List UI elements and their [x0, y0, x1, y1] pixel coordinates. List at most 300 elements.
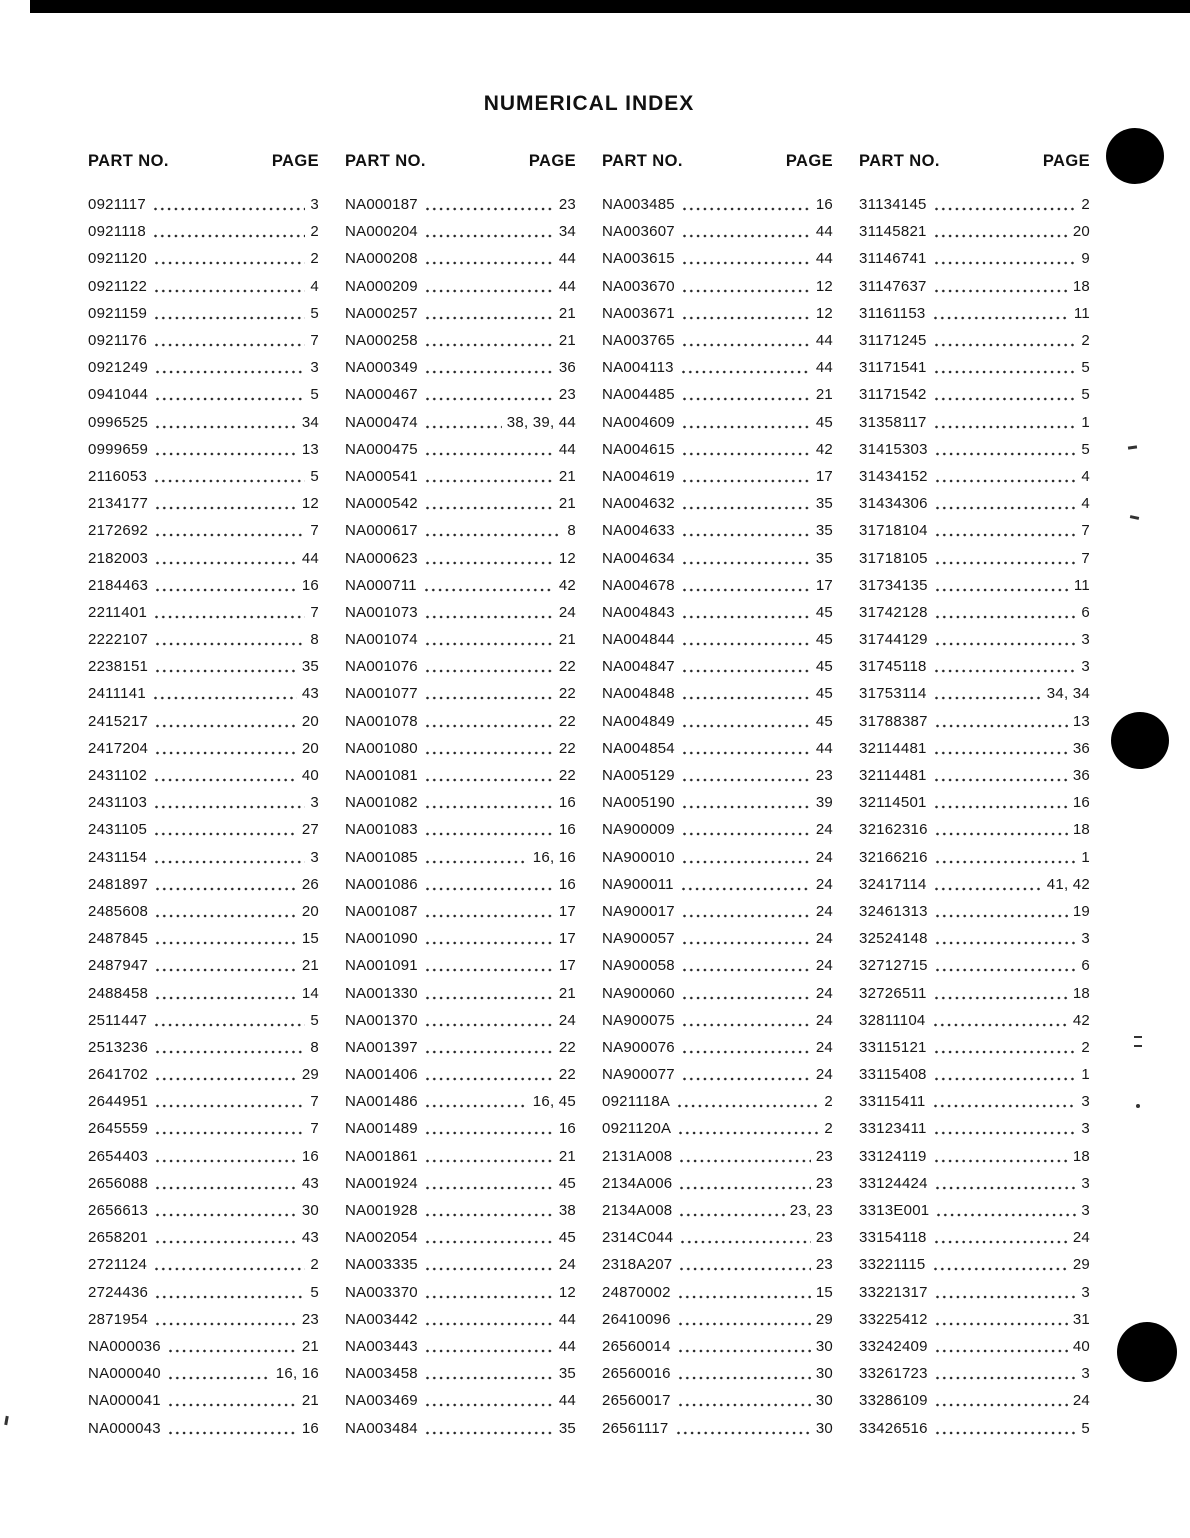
- part-number: 33154118: [859, 1229, 927, 1247]
- dot-leader: [156, 561, 297, 564]
- index-row: [602, 381, 833, 408]
- page-number: 4: [1081, 495, 1090, 513]
- page-number: 22: [558, 1066, 576, 1084]
- index-row: [345, 653, 576, 680]
- part-number: 2116053: [88, 467, 148, 485]
- part-number: NA001091: [345, 957, 418, 975]
- index-row: [859, 599, 1090, 626]
- page-number: 24: [1072, 1229, 1090, 1247]
- page-number: 7: [1081, 549, 1090, 567]
- dot-leader: [426, 996, 554, 999]
- index-row: [602, 517, 833, 544]
- index-row: [859, 762, 1090, 789]
- index-row: [345, 463, 576, 490]
- part-number: NA000040: [88, 1365, 161, 1383]
- part-number: 31146741: [859, 250, 927, 268]
- part-number: NA000541: [345, 467, 418, 485]
- page-number: 21: [301, 1337, 319, 1355]
- page-number: 45: [558, 1229, 576, 1247]
- part-number: NA001928: [345, 1202, 418, 1220]
- index-row: [88, 1414, 319, 1441]
- part-number: NA000617: [345, 522, 418, 540]
- page-number: 18: [1072, 277, 1090, 295]
- part-number: NA900060: [602, 984, 675, 1002]
- part-number: NA003443: [345, 1337, 418, 1355]
- part-number: 0921117: [88, 196, 146, 214]
- dot-leader: [935, 344, 1077, 347]
- dot-leader: [683, 670, 811, 673]
- page-number: 4: [310, 277, 319, 295]
- part-number: NA003370: [345, 1283, 418, 1301]
- part-number: NA004843: [602, 603, 675, 621]
- page-number: 8: [310, 1038, 319, 1056]
- page-number: 17: [815, 467, 833, 485]
- part-number: NA001073: [345, 603, 418, 621]
- part-number: 2487947: [88, 957, 149, 975]
- page-number: 3: [1081, 930, 1090, 948]
- part-number: NA003484: [345, 1419, 418, 1437]
- part-number: 2431102: [88, 767, 148, 785]
- dot-leader: [936, 914, 1068, 917]
- part-number: 26561117: [602, 1419, 669, 1437]
- dot-leader: [683, 806, 811, 809]
- index-row: [88, 871, 319, 898]
- dot-leader: [426, 751, 554, 754]
- part-number: NA000208: [345, 250, 418, 268]
- dot-leader: [683, 1050, 811, 1053]
- index-row: [88, 1061, 319, 1088]
- page-number: 23, 23: [789, 1202, 833, 1220]
- index-row: [345, 436, 576, 463]
- dot-leader: [426, 1186, 554, 1189]
- dot-leader: [683, 398, 811, 401]
- page-number: 42: [815, 440, 833, 458]
- page-number: 5: [310, 386, 319, 404]
- page-header: PAGE: [1042, 152, 1090, 170]
- dot-leader: [683, 751, 811, 754]
- page-number: 23: [815, 1229, 833, 1247]
- dot-leader: [683, 235, 811, 238]
- page-number: 24: [815, 1066, 833, 1084]
- dot-leader: [936, 507, 1077, 510]
- dot-leader: [155, 1023, 305, 1026]
- index-row: [602, 952, 833, 979]
- index-row: [345, 490, 576, 517]
- page-number: 14: [301, 984, 319, 1002]
- part-number: NA000258: [345, 332, 418, 350]
- index-row: [88, 517, 319, 544]
- part-number: 2644951: [88, 1093, 149, 1111]
- page-number: 3: [310, 794, 319, 812]
- part-number: 31718105: [859, 549, 928, 567]
- page-number: 44: [815, 739, 833, 757]
- dot-leader: [426, 942, 554, 945]
- page-number: 3: [1081, 1283, 1090, 1301]
- part-number: 2417204: [88, 739, 149, 757]
- dot-leader: [426, 1078, 554, 1081]
- index-row: [859, 1279, 1090, 1306]
- page-number: 44: [815, 223, 833, 241]
- index-row: [859, 653, 1090, 680]
- part-number: NA004848: [602, 685, 675, 703]
- dot-leader: [426, 208, 554, 211]
- index-row: [859, 708, 1090, 735]
- index-row: [859, 1360, 1090, 1387]
- dot-leader: [156, 1078, 297, 1081]
- index-row: [345, 354, 576, 381]
- dot-leader: [936, 588, 1069, 591]
- part-number: NA000204: [345, 223, 418, 241]
- dot-leader: [426, 914, 554, 917]
- dot-leader: [426, 1214, 554, 1217]
- index-row: [88, 816, 319, 843]
- page-number: 24: [558, 603, 576, 621]
- dot-leader: [680, 1268, 810, 1271]
- index-row: [859, 898, 1090, 925]
- page-number: 24: [815, 930, 833, 948]
- index-row: [602, 871, 833, 898]
- index-row: [88, 409, 319, 436]
- page-number: 16: [558, 875, 576, 893]
- part-number: NA900010: [602, 848, 675, 866]
- index-row: [88, 245, 319, 272]
- index-row: [88, 898, 319, 925]
- dot-leader: [156, 969, 297, 972]
- dot-leader: [936, 1295, 1077, 1298]
- index-row: [602, 245, 833, 272]
- part-number: 31134145: [859, 196, 927, 214]
- part-number: 0921118: [88, 223, 146, 241]
- dot-leader: [426, 1377, 554, 1380]
- dot-leader: [156, 914, 297, 917]
- index-column-rows: [602, 191, 833, 1442]
- part-number: 32524148: [859, 930, 928, 948]
- page-number: 18: [1072, 984, 1090, 1002]
- index-row: [602, 1224, 833, 1251]
- page-number: 23: [558, 386, 576, 404]
- page-number: 43: [301, 1229, 319, 1247]
- dot-leader: [426, 507, 554, 510]
- dot-leader: [682, 371, 811, 374]
- part-number: NA000043: [88, 1419, 161, 1437]
- index-row: [345, 844, 576, 871]
- page-number: 1: [1081, 413, 1090, 431]
- dot-leader: [426, 1295, 554, 1298]
- dot-leader: [156, 724, 297, 727]
- dot-leader: [936, 860, 1077, 863]
- page-number: 35: [558, 1419, 576, 1437]
- part-number: NA001370: [345, 1011, 418, 1029]
- part-number: 2238151: [88, 658, 149, 676]
- index-row: [859, 354, 1090, 381]
- page-number: 21: [558, 495, 576, 513]
- dot-leader: [683, 561, 811, 564]
- dot-leader: [426, 262, 554, 265]
- part-number: 2511447: [88, 1011, 148, 1029]
- part-number: 33242409: [859, 1337, 928, 1355]
- part-number: 32114481: [859, 767, 927, 785]
- part-number: 31745118: [859, 658, 927, 676]
- page-number: 16: [558, 1120, 576, 1138]
- page-number: 16: [301, 1419, 319, 1437]
- part-number: 2172692: [88, 522, 149, 540]
- page-number: 24: [815, 902, 833, 920]
- index-row: [602, 1197, 833, 1224]
- page-number: 6: [1081, 957, 1090, 975]
- index-row: [602, 300, 833, 327]
- part-number: NA004847: [602, 658, 675, 676]
- part-number: NA000036: [88, 1337, 161, 1355]
- index-row: [345, 1007, 576, 1034]
- page-number: 24: [815, 848, 833, 866]
- index-row: [88, 436, 319, 463]
- index-row: [859, 844, 1090, 871]
- index-row: [345, 599, 576, 626]
- dot-leader: [683, 942, 811, 945]
- index-row: [859, 1414, 1090, 1441]
- dot-leader: [935, 1078, 1077, 1081]
- index-row: [88, 218, 319, 245]
- dot-leader: [935, 371, 1077, 374]
- dot-leader: [936, 833, 1068, 836]
- index-row: [88, 1387, 319, 1414]
- page-number: 39: [815, 794, 833, 812]
- dot-leader: [677, 1431, 811, 1434]
- index-column-rows: [345, 191, 576, 1442]
- index-row: [345, 1034, 576, 1061]
- part-number: NA004849: [602, 712, 675, 730]
- page-number: 3: [1081, 1093, 1090, 1111]
- index-row: [345, 898, 576, 925]
- dot-leader: [426, 1159, 554, 1162]
- index-row: [88, 925, 319, 952]
- index-row: [602, 273, 833, 300]
- part-number: NA000711: [345, 576, 417, 594]
- scan-artifact: [4, 1416, 9, 1425]
- page-number: 4: [1081, 467, 1090, 485]
- page-number: 45: [815, 685, 833, 703]
- index-row: [859, 191, 1090, 218]
- part-number: NA900009: [602, 821, 675, 839]
- dot-leader: [156, 1214, 297, 1217]
- page-number: 7: [310, 332, 319, 350]
- index-row: [345, 1115, 576, 1142]
- part-number: 32811104: [859, 1011, 926, 1029]
- index-column: [88, 152, 319, 1442]
- dot-leader: [935, 208, 1077, 211]
- index-row: [345, 1387, 576, 1414]
- page-number: 26: [301, 875, 319, 893]
- index-row: [602, 1115, 833, 1142]
- part-number: 31415303: [859, 440, 928, 458]
- page-number: 21: [301, 957, 319, 975]
- index-column-rows: [859, 191, 1090, 1442]
- part-number: 2411141: [88, 685, 146, 703]
- page-number: 13: [1072, 712, 1090, 730]
- page-number: 21: [815, 386, 833, 404]
- part-number: NA003335: [345, 1256, 418, 1274]
- index-row: [602, 1333, 833, 1360]
- dot-leader: [426, 398, 554, 401]
- index-row: [602, 1306, 833, 1333]
- part-number: NA001076: [345, 658, 418, 676]
- dot-leader: [935, 751, 1068, 754]
- page-number: 23: [815, 1174, 833, 1192]
- dot-leader: [155, 833, 297, 836]
- dot-leader: [936, 1377, 1077, 1380]
- index-row: [859, 789, 1090, 816]
- index-row: [859, 1224, 1090, 1251]
- page-number: 36: [1072, 767, 1090, 785]
- part-number: 2481897: [88, 875, 149, 893]
- dot-leader: [683, 208, 811, 211]
- part-number: NA000257: [345, 304, 418, 322]
- dot-leader: [426, 561, 554, 564]
- dot-leader: [156, 534, 305, 537]
- index-row: [859, 925, 1090, 952]
- dot-leader: [426, 289, 554, 292]
- part-number: 2134177: [88, 495, 149, 513]
- dot-leader: [683, 779, 811, 782]
- index-row: [345, 1333, 576, 1360]
- page-number: 12: [558, 1283, 576, 1301]
- part-number: NA004609: [602, 413, 675, 431]
- dot-leader: [683, 262, 811, 265]
- dot-leader: [936, 561, 1077, 564]
- part-number: NA001081: [345, 767, 418, 785]
- part-number: 3313E001: [859, 1202, 930, 1220]
- index-row: [88, 191, 319, 218]
- dot-leader: [156, 1295, 305, 1298]
- dot-leader: [679, 1322, 811, 1325]
- page-number: 44: [558, 1392, 576, 1410]
- part-number: NA004633: [602, 522, 675, 540]
- index-row: [602, 816, 833, 843]
- part-number: 2182003: [88, 549, 149, 567]
- part-number: 33221317: [859, 1283, 928, 1301]
- page-number: 30: [815, 1365, 833, 1383]
- page-number: 23: [301, 1310, 319, 1328]
- dot-leader: [155, 779, 297, 782]
- part-number: NA900075: [602, 1011, 675, 1029]
- dot-leader: [426, 1023, 554, 1026]
- dot-leader: [935, 887, 1042, 890]
- dot-leader: [426, 670, 554, 673]
- index-row: [602, 1414, 833, 1441]
- dot-leader: [155, 479, 305, 482]
- index-row: [88, 354, 319, 381]
- part-number: 33225412: [859, 1310, 928, 1328]
- dot-leader: [683, 969, 811, 972]
- page-number: 16, 16: [532, 848, 576, 866]
- dot-leader: [426, 724, 554, 727]
- dot-leader: [936, 1404, 1068, 1407]
- part-number: 2488458: [88, 984, 149, 1002]
- page-number: 42: [558, 576, 576, 594]
- scan-artifact: [1136, 1104, 1140, 1108]
- page-number: 11: [1073, 576, 1090, 594]
- part-number: NA003458: [345, 1365, 418, 1383]
- page-number: 22: [558, 767, 576, 785]
- page-number: 34: [558, 223, 576, 241]
- dot-leader: [155, 806, 305, 809]
- page-number: 5: [1081, 440, 1090, 458]
- dot-leader: [156, 1050, 305, 1053]
- dot-leader: [683, 344, 811, 347]
- page-number: 35: [815, 495, 833, 513]
- part-number: NA900058: [602, 957, 675, 975]
- part-number: NA004854: [602, 739, 675, 757]
- page-number: 44: [558, 277, 576, 295]
- dot-leader: [156, 996, 297, 999]
- index-row: [859, 871, 1090, 898]
- part-no-header: PART NO.: [345, 152, 426, 170]
- index-row: [602, 925, 833, 952]
- part-number: 31434152: [859, 467, 928, 485]
- dot-leader: [426, 1132, 554, 1135]
- part-number: 33124424: [859, 1174, 928, 1192]
- part-number: NA001085: [345, 848, 418, 866]
- page-number: 8: [310, 631, 319, 649]
- index-row: [88, 1115, 319, 1142]
- part-number: 2431154: [88, 848, 148, 866]
- index-row: [345, 572, 576, 599]
- dot-leader: [156, 507, 297, 510]
- page-number: 3: [310, 196, 319, 214]
- index-row: [859, 245, 1090, 272]
- index-row: [859, 273, 1090, 300]
- dot-leader: [169, 1377, 271, 1380]
- dot-leader: [935, 262, 1077, 265]
- page-number: 16: [301, 1147, 319, 1165]
- page-number: 17: [558, 902, 576, 920]
- part-number: 2222107: [88, 631, 149, 649]
- dot-leader: [934, 1023, 1068, 1026]
- dot-leader: [156, 942, 297, 945]
- dot-leader: [156, 670, 297, 673]
- dot-leader: [426, 969, 554, 972]
- part-number: 31734135: [859, 576, 928, 594]
- page-number: 5: [1081, 359, 1090, 377]
- index-row: [602, 191, 833, 218]
- part-number: 32712715: [859, 957, 928, 975]
- index-row: [345, 218, 576, 245]
- index-row: [602, 898, 833, 925]
- dot-leader: [426, 887, 554, 890]
- part-no-header: PART NO.: [88, 152, 169, 170]
- index-row: [345, 517, 576, 544]
- part-number: 2318A207: [602, 1256, 673, 1274]
- page-number: 44: [558, 1310, 576, 1328]
- dot-leader: [681, 1241, 811, 1244]
- part-number: 32417114: [859, 875, 927, 893]
- page-number: 2: [1081, 1038, 1090, 1056]
- dot-leader: [426, 779, 554, 782]
- index-row: [88, 762, 319, 789]
- dot-leader: [680, 1159, 810, 1162]
- part-number: 33286109: [859, 1392, 928, 1410]
- page-number: 23: [558, 196, 576, 214]
- part-number: NA000542: [345, 495, 418, 513]
- page-number: 12: [815, 304, 833, 322]
- column-header: [88, 152, 319, 171]
- dot-leader: [683, 643, 811, 646]
- part-number: 33261723: [859, 1365, 928, 1383]
- index-column-rows: [88, 191, 319, 1442]
- index-row: [602, 1360, 833, 1387]
- page-number: 30: [815, 1419, 833, 1437]
- page-number: 23: [815, 1147, 833, 1165]
